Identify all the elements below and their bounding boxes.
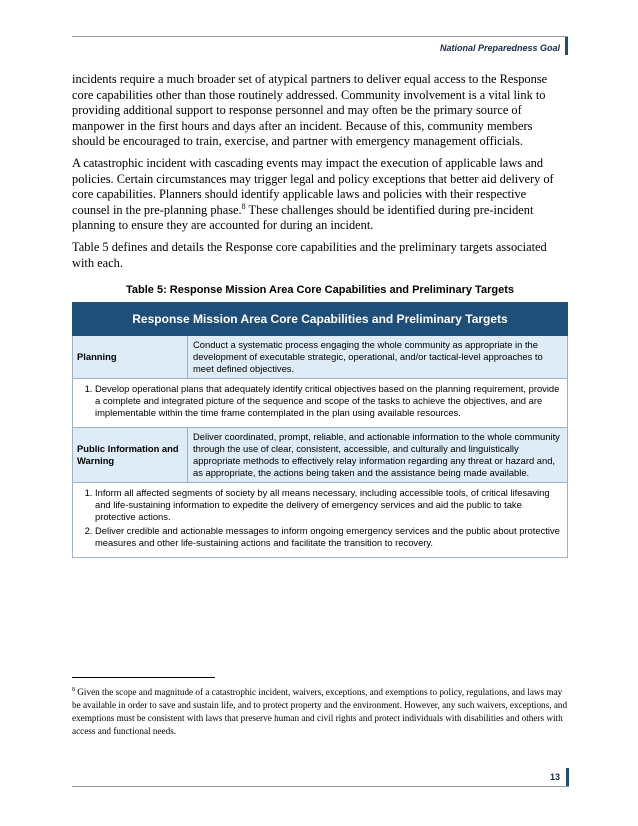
target-item: 1. Develop operational plans that adequately identify critical objectives based on the planning requirement, provide a complete and integrated picture of the sequence and scope of the tasks to achieve the objectives, and are implementable within the time frame contemplated in the plan using available resources. bbox=[95, 383, 563, 419]
table-caption: Table 5: Response Mission Area Core Capabilities and Preliminary Targets bbox=[126, 284, 514, 296]
footer-accent-bar bbox=[566, 768, 569, 786]
table-header-row bbox=[73, 303, 568, 336]
footnote-ref[interactable]: 8 bbox=[241, 201, 246, 211]
capability-description: Conduct a systematic process engaging the whole community as appropriate in the development of executable strategic, operational, and/or tactical-level approaches to meet defined objectives. bbox=[188, 336, 568, 379]
header-accent-bar bbox=[565, 37, 568, 55]
paragraph-2 bbox=[72, 156, 565, 234]
target-item: 2. Deliver credible and actionable messages to inform ongoing emergency services and the public about protective measures and other life-sustaining actions and facilitate the transition to recovery. bbox=[95, 525, 563, 549]
body-text bbox=[72, 72, 565, 277]
paragraph-2-text-a: A catastrophic incident with cascading events may impact the execution of applicable laws and policies. Certain circumstances may trigger legal and policy exceptions that better aid delivery of core capabilities. Planners should identify applicable laws and policies with their respective counsel in the pre-planning phase. bbox=[72, 155, 554, 217]
page-number: 13 bbox=[549, 772, 560, 782]
paragraph-1: incidents require a much broader set of atypical partners to deliver equal access to the Response core capabilities other than those routinely addressed. Community involvement is a vital link to providing additional support to response personnel and may often be the primary source of manpower in the first hours and days after an incident. Because of this, community members should be encouraged to train, exercise, and partner with emergency management officials. bbox=[72, 72, 548, 149]
capabilities-table bbox=[72, 302, 568, 558]
target-item: 1. Inform all affected segments of society by all means necessary, including accessible tools, of critical lifesaving and life-sustaining information to expedite the delivery of emergency services and aid the public to take protective actions. bbox=[95, 487, 563, 523]
targets-row-public-information bbox=[73, 483, 568, 558]
paragraph-3: Table 5 defines and details the Response core capabilities and the preliminary targets associated with each. bbox=[72, 239, 547, 270]
capability-name: Public Information and Warning bbox=[73, 428, 188, 483]
page-header bbox=[72, 36, 568, 53]
targets-list bbox=[77, 383, 563, 419]
targets-cell bbox=[73, 379, 568, 428]
targets-list bbox=[77, 487, 563, 549]
header-title: National Preparedness Goal bbox=[439, 43, 560, 53]
targets-row-planning bbox=[73, 379, 568, 428]
table-header: Response Mission Area Core Capabilities and Preliminary Targets bbox=[73, 303, 568, 336]
footnote bbox=[72, 684, 568, 738]
capability-description: Deliver coordinated, prompt, reliable, and actionable information to the whole community through the use of clear, consistent, accessible, and culturally and linguistically appropriate methods to effectively relay information regarding any threat or hazard and, as appropriate, the actions being taken and the assistance being made available. bbox=[188, 428, 568, 483]
targets-cell bbox=[73, 483, 568, 558]
footnote-divider bbox=[72, 677, 215, 678]
capability-row-planning bbox=[73, 336, 568, 379]
capability-name: Planning bbox=[73, 336, 188, 379]
paragraph-2-text-b: These challenges should be identified during pre-incident planning to ensure they are accounted for during an incident. bbox=[72, 202, 534, 233]
footnote-number: 8 bbox=[72, 687, 75, 693]
footer-divider bbox=[72, 786, 569, 787]
capability-row-public-information bbox=[73, 428, 568, 483]
footnote-text: Given the scope and magnitude of a catastrophic incident, waivers, exceptions, and exemptions to policy, regulations, and laws may be available in order to save and sustain life, and to protect property and the environment. However, any such waivers, exceptions, and exemptions must be consistent with laws that preserve human and civil rights and protect individuals with disabilities and others with access and functional needs. bbox=[72, 687, 568, 737]
